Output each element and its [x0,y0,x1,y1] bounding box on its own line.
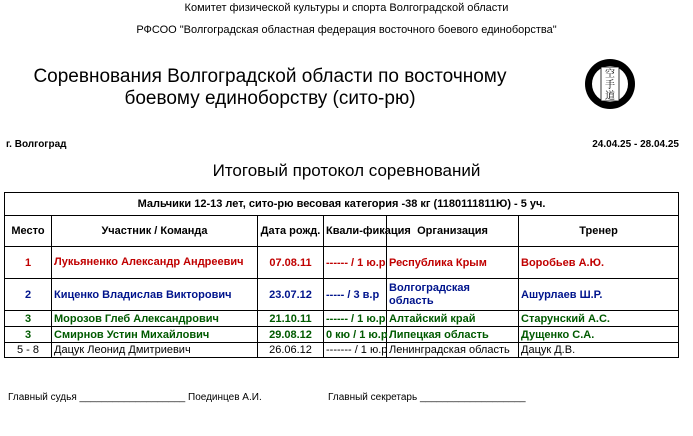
coach-cell: Ашурлаев Ш.Р. [519,279,679,311]
category-row [5,193,679,216]
dob-cell: 26.06.12 [258,343,324,358]
logo-char-1: 空 [605,69,615,80]
chief-secretary-label: Главный секретарь [328,392,418,403]
col-place: Место [5,216,52,247]
city: г. Волгоград [6,139,67,150]
results-table [4,192,679,358]
coach-cell: Дущенко С.А. [519,327,679,343]
karate-logo [584,58,636,110]
place-cell: 1 [5,247,52,279]
coach-cell: Старунский А.С. [519,311,679,327]
chief-secretary-signature [328,392,526,403]
dob-cell: 29.08.12 [258,327,324,343]
participant-cell: Дацук Леонид Дмитриевич [52,343,258,358]
chief-secretary-line: ___________________ [419,392,526,403]
chief-judge-line: ___________________ [79,392,186,403]
qualification-cell: ------- / 1 ю.р [324,343,387,358]
qualification-cell: ----- / 3 в.р [324,279,387,311]
federation-name: РФСОО "Волгоградская областная федерация восточного боевого единоборства" [136,24,557,36]
table-row [5,311,679,327]
protocol-title: Итоговый протокол соревнований [212,161,481,180]
qualification-cell: ------ / 1 ю.р [324,247,387,279]
col-coach: Тренер [519,216,679,247]
category-title: Мальчики 12-13 лет, сито-рю весовая категория -38 кг (1180111811Ю) - 5 уч. [5,193,679,216]
dob-cell: 23.07.12 [258,279,324,311]
chief-judge-name: Поединцев А.И. [188,392,262,403]
organization-cell: Липецкая область [387,327,519,343]
organization-cell: Ленинградская область [387,343,519,358]
table-row [5,327,679,343]
competition-title [20,66,520,110]
organization-cell: Алтайский край [387,311,519,327]
col-qualification: Квали-фикация [324,216,387,247]
dob-cell: 21.10.11 [258,311,324,327]
qualification-cell: 0 кю / 1 ю.р [324,327,387,343]
qualification-cell: ------ / 1 ю.р [324,311,387,327]
table-row [5,279,679,311]
chief-judge-label: Главный судья [8,392,77,403]
place-cell: 5 - 8 [5,343,52,358]
logo-char-3: 道 [605,91,615,102]
col-organization: Организация [387,216,519,247]
col-dob: Дата рожд. [258,216,324,247]
organization-cell: Волгоградская область [387,279,519,311]
organization-cell: Республика Крым [387,247,519,279]
header-row [5,216,679,247]
table-row [5,343,679,358]
logo-char-2: 手 [605,80,615,91]
participant-cell: Смирнов Устин Михайлович [52,327,258,343]
col-participant: Участник / Команда [52,216,258,247]
place-cell: 3 [5,327,52,343]
coach-cell: Воробьев А.Ю. [519,247,679,279]
participant-cell: Лукьяненко Александр Андреевич [52,247,258,279]
place-cell: 3 [5,311,52,327]
competition-dates: 24.04.25 - 28.04.25 [592,139,679,150]
participant-cell: Киценко Владислав Викторович [52,279,258,311]
chief-judge-signature [8,392,262,403]
committee-name: Комитет физической культуры и спорта Волгоградской области [184,2,509,14]
participant-cell: Морозов Глеб Александрович [52,311,258,327]
table-row [5,247,679,279]
coach-cell: Дацук Д.В. [519,343,679,358]
dob-cell: 07.08.11 [258,247,324,279]
place-cell: 2 [5,279,52,311]
title-line-1: Соревнования Волгоградской области по восточному [33,66,507,87]
title-line-2: боевому единоборству (сито-рю) [124,88,416,109]
